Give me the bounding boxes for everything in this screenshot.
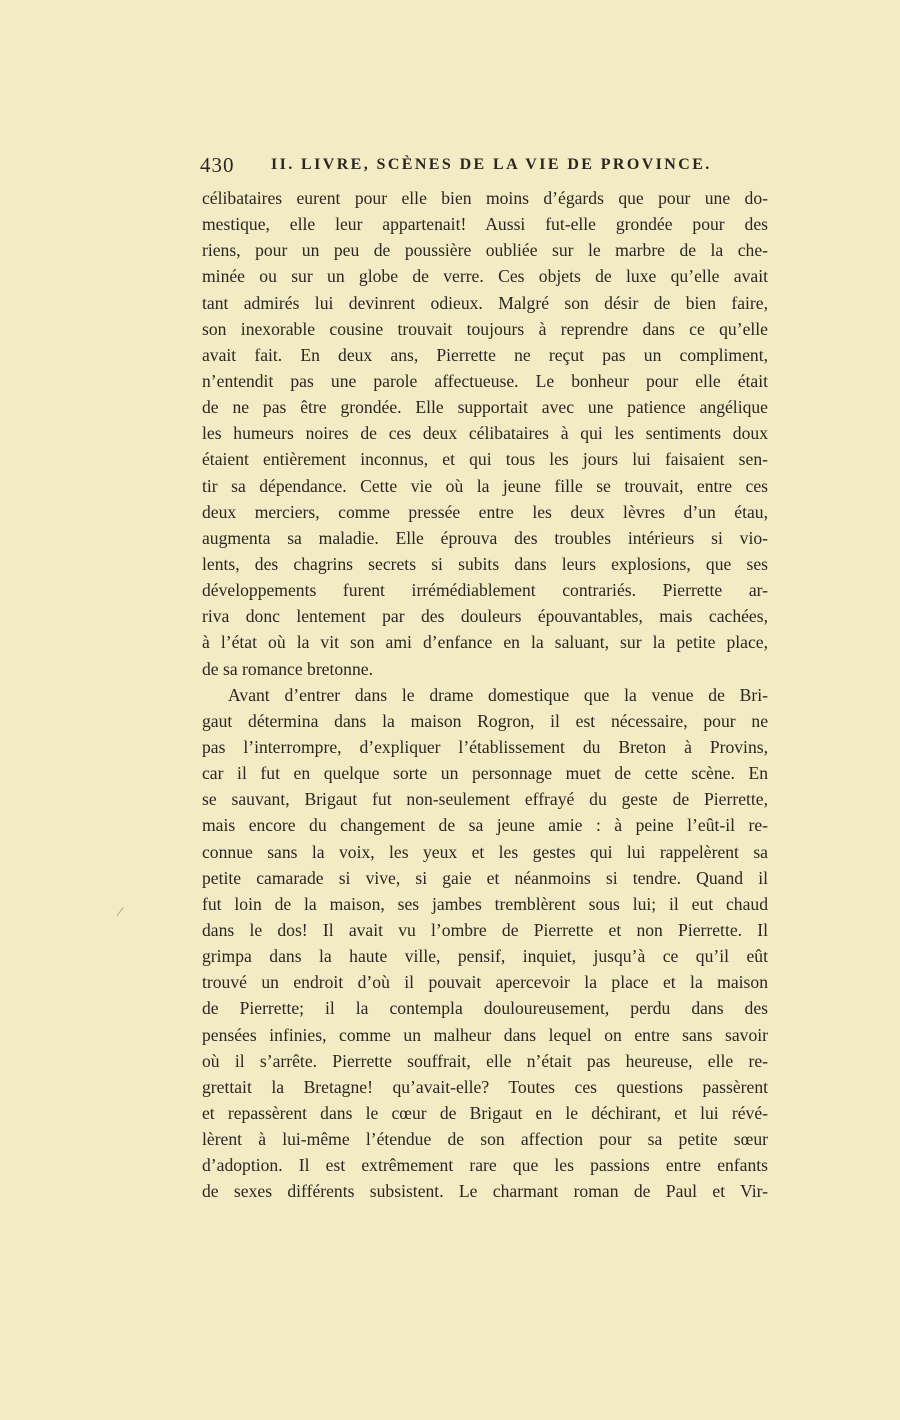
text-line: d’adoption. Il est extrêmement rare que les passions entre enfants xyxy=(202,1155,768,1176)
text-line: célibataires eurent pour elle bien moins d’égards que pour une do- xyxy=(202,188,768,208)
text-line: petite camarade si vive, si gaie et néanmoins si tendre. Quand il xyxy=(202,867,768,888)
text-line: étaient entièrement inconnus, et qui tous les jours lui faisaient sen- xyxy=(202,449,768,470)
text-line: n’entendit pas une parole affectueuse. Le bonheur pour elle était xyxy=(202,370,768,391)
text-line: dans le dos! Il avait vu l’ombre de Pierrette et non Pierrette. Il xyxy=(202,919,768,940)
text-line: mestique, elle leur appartenait! Aussi fut-elle grondée pour des xyxy=(202,214,768,235)
text-line: développements furent irrémédiablement contrariés. Pierrette ar- xyxy=(202,580,768,601)
text-line: deux merciers, comme pressée entre les deux lèvres d’un étau, xyxy=(202,501,768,522)
text-line: les humeurs noires de ces deux célibataires à qui les sentiments doux xyxy=(202,423,768,444)
body-text xyxy=(202,185,768,1204)
text-line: augmenta sa maladie. Elle éprouva des troubles intérieurs si vio- xyxy=(202,527,768,548)
running-title: II. LIVRE, SCÈNES DE LA VIE DE PROVINCE. xyxy=(271,156,712,173)
text-line: de sexes différents subsistent. Le charmant roman de Paul et Vir- xyxy=(202,1181,768,1202)
text-line: avait fait. En deux ans, Pierrette ne reçut pas un compliment, xyxy=(202,344,768,365)
text-line: de sa romance bretonne. xyxy=(202,658,373,679)
text-line: pas l’interrompre, d’expliquer l’établissement du Breton à Provins, xyxy=(202,736,768,757)
text-line: pensées infinies, comme un malheur dans lequel on entre sans savoir xyxy=(202,1024,768,1045)
page-header xyxy=(200,153,770,183)
text-line: grettait la Bretagne! qu’avait-elle? Toutes ces questions passèrent xyxy=(202,1076,768,1097)
text-line: où il s’arrête. Pierrette souffrait, elle n’était pas heureuse, elle re- xyxy=(202,1050,768,1071)
text-line: riens, pour un peu de poussière oubliée sur le marbre de la che- xyxy=(202,240,768,261)
text-line: tir sa dépendance. Cette vie où la jeune fille se trouvait, entre ces xyxy=(202,475,768,496)
pencil-mark: ⁄ xyxy=(119,905,122,920)
text-line: et repassèrent dans le cœur de Brigaut en le déchirant, et lui révé- xyxy=(202,1102,768,1123)
text-line: connue sans la voix, les yeux et les gestes qui lui rappelèrent sa xyxy=(202,841,768,862)
text-line: tant admirés lui devinrent odieux. Malgré son désir de bien faire, xyxy=(202,292,768,313)
page-number: 430 xyxy=(200,153,235,177)
text-line: gaut détermina dans la maison Rogron, il est nécessaire, pour ne xyxy=(202,710,768,731)
text-line: à l’état où la vit son ami d’enfance en la saluant, sur la petite place, xyxy=(202,632,768,653)
text-line: riva donc lentement par des douleurs épouvantables, mais cachées, xyxy=(202,606,768,627)
text-line: car il fut en quelque sorte un personnage muet de cette scène. En xyxy=(202,763,768,784)
text-line: minée ou sur un globe de verre. Ces objets de luxe qu’elle avait xyxy=(202,266,768,287)
text-line: se sauvant, Brigaut fut non-seulement effrayé du geste de Pierrette, xyxy=(202,789,768,810)
text-line: son inexorable cousine trouvait toujours à reprendre dans ce qu’elle xyxy=(202,318,768,339)
text-line: lèrent à lui-même l’étendue de son affection pour sa petite sœur xyxy=(202,1129,768,1150)
text-line: de Pierrette; il la contempla douloureusement, perdu dans des xyxy=(202,998,768,1019)
text-line: grimpa dans la haute ville, pensif, inquiet, jusqu’à ce qu’il eût xyxy=(202,946,768,967)
text-line: fut loin de la maison, ses jambes tremblèrent sous lui; il eut chaud xyxy=(202,893,768,914)
text-line: mais encore du changement de sa jeune amie : à peine l’eût-il re- xyxy=(202,815,768,836)
text-line: lents, des chagrins secrets si subits dans leurs explosions, que ses xyxy=(202,553,768,574)
text-line: de ne pas être grondée. Elle supportait avec une patience angélique xyxy=(202,397,768,418)
text-line: Avant d’entrer dans le drame domestique que la venue de Bri- xyxy=(228,684,768,705)
text-line: trouvé un endroit d’où il pouvait apercevoir la place et la maison xyxy=(202,972,768,993)
